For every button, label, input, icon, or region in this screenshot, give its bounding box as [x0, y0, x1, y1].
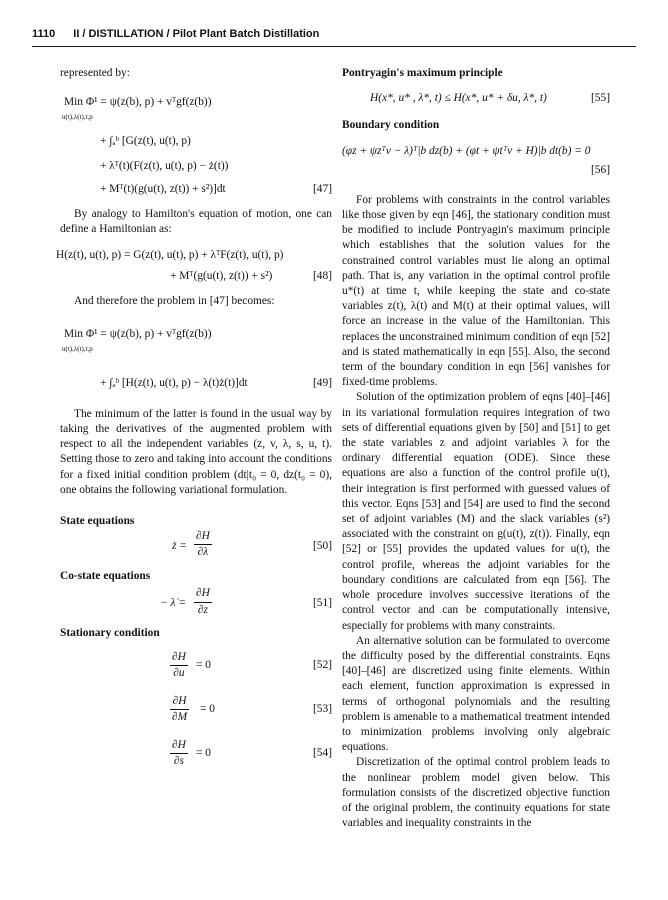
eq47-line1: Min Φ¹ = ψ(z(b), p) + vᵀgf(z(b)) — [64, 96, 212, 109]
intro-text: represented by: — [60, 67, 130, 79]
equation-47 — [60, 95, 332, 197]
stationary-condition-heading: Stationary condition — [60, 627, 160, 640]
eq49-number: [49] — [313, 376, 332, 389]
equation-51 — [60, 584, 332, 622]
eq55-text: H(x*, u* , λ*, t) ≤ H(x*, u* + δu, λ*, t) — [370, 92, 547, 105]
equation-56 — [342, 144, 610, 181]
equation-48 — [56, 248, 332, 284]
eq51-fraction — [194, 586, 212, 617]
eq53-number: [53] — [313, 702, 332, 715]
section-title: II / DISTILLATION / Pilot Plant Batch Distillation — [73, 28, 320, 40]
state-equations-heading: State equations — [60, 515, 135, 528]
equation-55 — [342, 91, 610, 106]
eq54-rhs: = 0 — [196, 746, 211, 759]
eq47-line4: + Mᵀ(t)(g(u(t), z(t)) + s²)]dt — [100, 183, 226, 196]
eq51-number: [51] — [313, 597, 332, 610]
eq54-numerator: ∂H — [170, 738, 188, 754]
boundary-condition-heading: Boundary condition — [342, 119, 440, 132]
equation-52 — [60, 648, 332, 688]
eq52-denominator: ∂u — [173, 666, 185, 679]
left-paragraph-1: By analogy to Hamilton's equation of motion, one can define a Hamiltonian as: — [60, 208, 332, 236]
eq56-text: (φz + ψzᵀv − λ)ᵀ|b dz(b) + (φt + ψtᵀv + H)|b dt(b) = 0 — [342, 144, 591, 157]
eq55-number: [55] — [591, 92, 610, 105]
eq49-line2: + ∫ₐᵇ [H(z(t), u(t), p) − λ(t)ż(t)]dt — [100, 376, 248, 389]
eq54-fraction — [170, 738, 188, 769]
eq54-number: [54] — [313, 746, 332, 759]
right-paragraph-2: Solution of the optimization problem of eqns [40]–[46] in its variational formulation requires integration of two sets of differential equations given by [50] and [51] to get the state variables z and adjoint variables λ for the ordinary differential equation (ODE). Since these equations are also a function of the control profile u(t), their integration is first performed with guessed values of this vector. Eqns [53] and [54] are used to find the second set of adjoint variables (M) and the slack variables (s²) associated with the constraint on g(u(t), z(t)). Finally, eqn [52] or [55] provides the updated values for u(t), the control profile, whereas the adjoint variables for the boundary conditions are calculated from eqn [56]. The whole procedure involves successive iterations of the control vector and can be computationally intensive, especially for problems with many constraints. — [342, 391, 610, 632]
equation-49 — [60, 327, 332, 391]
eq48-number: [48] — [313, 269, 332, 282]
eq49-subscript: u(t),λ(t),t,p — [62, 345, 93, 354]
eq48-line2: + Mᵀ(g(u(t), z(t)) + s²) — [170, 269, 273, 282]
eq52-rhs: = 0 — [196, 658, 211, 671]
eq53-numerator: ∂H — [170, 694, 189, 710]
right-paragraph-1: For problems with constraints in the control variables like those given by eqn [46], the stationary condition must be modified to include Pontryagin's maximum principle which establishes that the solution values for the constrained control variables must lie along an optimal path. That is, any variation in the optimal control profile u*(t) at time t, while keeping the state and co-state variables z(t), λ(t) and M(t) at their optimal values, will force an increase in the value of the Hamiltonian. This replaces the unconstrained minimum condition of eqn [52] and is stated mathematically in eqn [55]. Also, the second term of the boundary condition in eqn [56] vanishes for fixed-time problems. — [342, 193, 610, 389]
equation-53 — [60, 692, 332, 732]
right-column — [342, 66, 610, 831]
eq51-numerator: ∂H — [194, 586, 212, 602]
costate-equations-heading: Co-state equations — [60, 570, 151, 583]
eq53-fraction — [170, 694, 189, 725]
eq54-denominator: ∂s — [173, 754, 184, 767]
page-header — [32, 24, 636, 44]
eq51-lhs: − λ̇ = — [160, 597, 187, 610]
eq52-fraction — [170, 650, 188, 681]
eq52-number: [52] — [313, 658, 332, 671]
eq51-denominator: ∂z — [197, 603, 208, 616]
eq52-numerator: ∂H — [170, 650, 188, 666]
page-number: 1110 — [32, 28, 56, 40]
right-paragraph-3: An alternative solution can be formulated to overcome the difficulty posed by the differential constraints. Eqns [40]–[46] are discretized using finite elements. Within each element, function approximation is expressed in terms of orthogonal polynomials and the resulting problem is amenable to a mathematical treatment intended to minimization problems involving only algebraic equations. — [342, 634, 610, 754]
eq53-denominator: ∂M — [172, 710, 188, 723]
eq53-rhs: = 0 — [200, 702, 215, 715]
eq49-line1: Min Φ¹ = ψ(z(b), p) + vᵀgf(z(b)) — [64, 328, 212, 341]
eq50-number: [50] — [313, 540, 332, 553]
eq50-lhs: ż = — [172, 540, 187, 553]
eq48-line1: H(z(t), u(t), p) = G(z(t), u(t), p) + λᵀF(z(t), u(t), p) — [56, 248, 284, 261]
header-rule — [32, 46, 636, 47]
eq47-line2: + ∫ₐᵇ [G(z(t), u(t), p) — [100, 134, 191, 147]
eq50-fraction — [194, 529, 212, 560]
equation-54 — [60, 736, 332, 776]
eq50-numerator: ∂H — [194, 529, 212, 545]
equation-50 — [60, 529, 332, 563]
pontryagin-heading: Pontryagin's maximum principle — [342, 67, 503, 79]
eq47-subscript: u(t),λ(t),t,p — [62, 113, 93, 122]
right-paragraph-4: Discretization of the optimal control problem leads to the nonlinear problem model given below. This formulation consists of the discretized objective function of the original problem, the continuity equations for state variables and inequality constraints in the — [342, 756, 610, 830]
eq47-number: [47] — [313, 183, 332, 196]
eq47-line3: + λᵀ(t)(F(z(t), u(t), p) − ż(t)) — [100, 159, 229, 172]
left-paragraph-3: The minimum of the latter is found in the usual way by taking the derivatives of the augmented problem with respect to all the independent variables (z, v, λ, s, u, t). Setting those to zero and taking into account the conditions for a fixed initial condition problem (dt|t₀ = 0, dz(t₀ = 0), one obtains the following variational formulation. — [60, 407, 332, 496]
eq56-number: [56] — [591, 163, 610, 176]
left-paragraph-2: And therefore the problem in [47] becomes: — [74, 295, 275, 308]
eq50-denominator: ∂λ — [197, 546, 209, 559]
left-column — [56, 66, 332, 776]
